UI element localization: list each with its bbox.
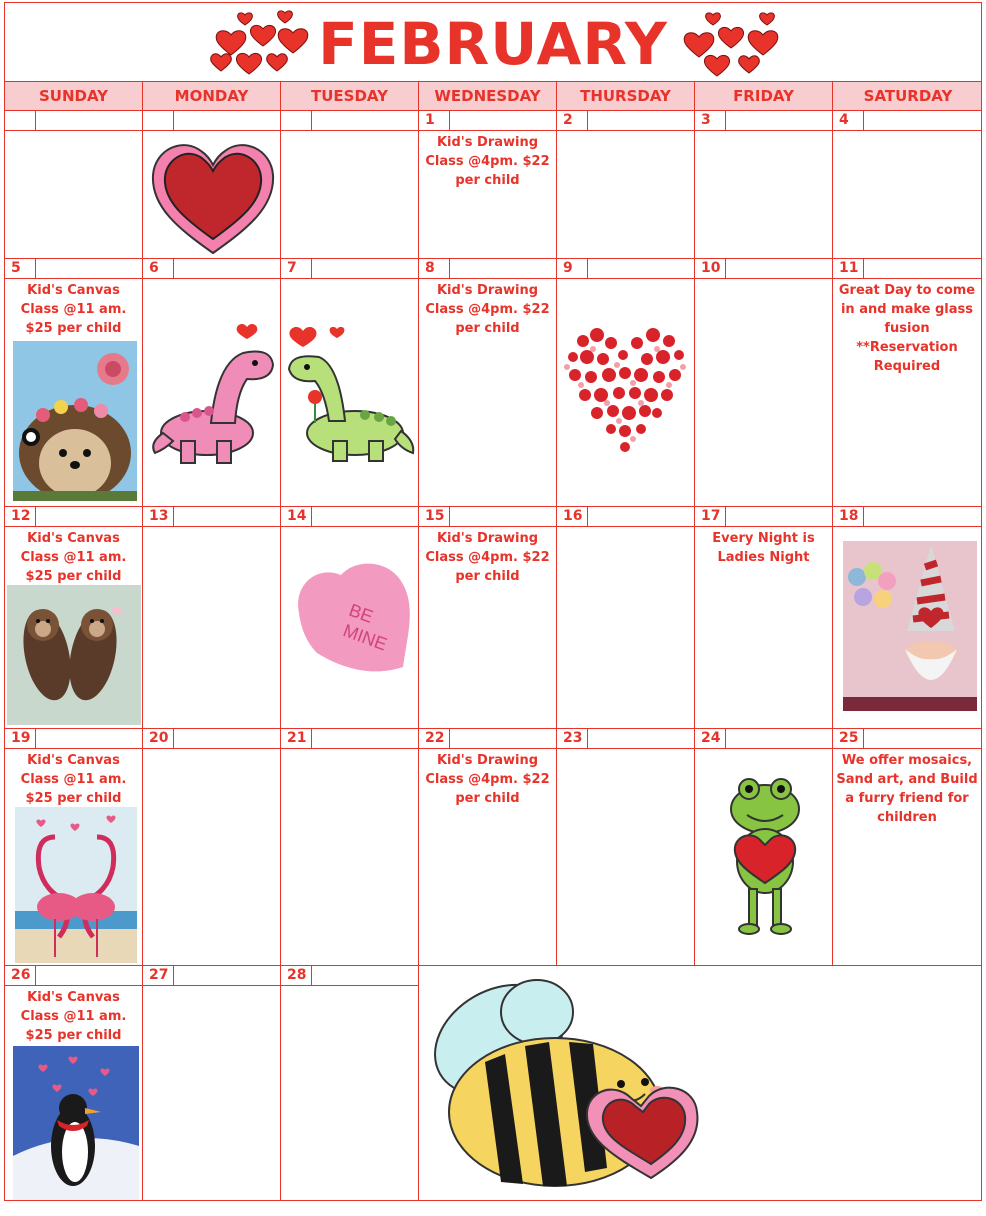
day-number: 6 (149, 260, 159, 276)
day-number: 8 (425, 260, 435, 276)
weekday-tuesday: TUESDAY (281, 82, 419, 110)
weekday-saturday: SATURDAY (863, 87, 953, 105)
day-cell (418, 506, 557, 729)
calendar-grid (4, 110, 982, 1201)
title-band (4, 2, 982, 82)
canvas-class-note: Kid's Canvas Class @11 am. $25 per child (20, 283, 127, 336)
day-cell (556, 506, 695, 729)
weekday-wednesday: WEDNESDAY (419, 82, 557, 110)
drawing-class-note: Kid's Drawing Class @4pm. $22 per child (425, 753, 550, 806)
day-number: 4 (839, 112, 849, 128)
day-cell (832, 506, 982, 729)
penguin-painting-image (13, 1046, 139, 1200)
day-cell (142, 965, 281, 1201)
candy-heart-text-line1: BE (346, 599, 376, 627)
day-number: 17 (701, 508, 721, 524)
day-cell (418, 728, 557, 966)
day-cell (280, 965, 419, 1201)
day-number: 12 (11, 508, 31, 524)
day-cell (4, 728, 143, 966)
day-number: 24 (701, 730, 721, 746)
day-cell (142, 506, 281, 729)
day-cell (832, 110, 982, 259)
bee-illustration-area (418, 965, 982, 1201)
day-cell (694, 110, 833, 259)
day-number: 13 (149, 508, 169, 524)
day-cell (142, 258, 281, 507)
drawing-class-note: Kid's Drawing Class @4pm. $22 per child (425, 283, 550, 336)
day-number: 28 (287, 967, 307, 983)
day-cell (4, 965, 143, 1201)
day-number: 22 (425, 730, 445, 746)
day-number: 20 (149, 730, 169, 746)
day-cell (556, 728, 695, 966)
day-number: 14 (287, 508, 307, 524)
weekday-monday: MONDAY (143, 82, 281, 110)
otters-painting-image (7, 585, 141, 725)
month-title: FEBRUARY (318, 10, 668, 78)
day-number: 26 (11, 967, 31, 983)
hearts-cluster-icon (677, 7, 787, 81)
canvas-class-note: Kid's Canvas Class @11 am. $25 per child (20, 531, 127, 584)
day-cell (418, 258, 557, 507)
day-number: 18 (839, 508, 859, 524)
day-cell (142, 728, 281, 966)
day-cell (418, 110, 557, 259)
candy-heart-text-line2: MINE (340, 620, 390, 655)
weekday-thursday: THURSDAY (557, 82, 695, 110)
flamingos-painting-image (15, 807, 137, 963)
day-cell (832, 728, 982, 966)
drawing-class-note: Kid's Drawing Class @4pm. $22 per child (425, 135, 550, 188)
pink-dinosaur-icon (151, 323, 277, 467)
day-number: 21 (287, 730, 307, 746)
day-number: 19 (11, 730, 31, 746)
bee-with-heart-icon (425, 972, 715, 1194)
weekday-sunday: SUNDAY (5, 82, 143, 110)
ladies-night-note: Every Night is Ladies Night (712, 531, 815, 565)
glass-fusion-note: Great Day to come in and make glass fusion **Reservation Required (838, 283, 976, 374)
scalloped-heart-icon (149, 135, 277, 257)
day-cell (556, 258, 695, 507)
day-cell (694, 728, 833, 966)
mosaics-note: We offer mosaics, Sand art, and Build a furry friend for children (836, 753, 978, 825)
day-number: 7 (287, 260, 297, 276)
day-cell (280, 110, 419, 259)
day-number: 1 (425, 112, 435, 128)
day-cell (4, 258, 143, 507)
candy-heart-icon (289, 557, 417, 687)
gnome-painting-image (843, 541, 977, 711)
day-number: 5 (11, 260, 21, 276)
day-number: 16 (563, 508, 583, 524)
canvas-class-note: Kid's Canvas Class @11 am. $25 per child (20, 990, 127, 1043)
day-cell (694, 258, 833, 507)
day-number: 10 (701, 260, 721, 276)
day-cell (142, 110, 281, 259)
day-number: 11 (839, 260, 859, 276)
day-cell (556, 110, 695, 259)
frog-with-heart-icon (725, 771, 805, 937)
drawing-class-note: Kid's Drawing Class @4pm. $22 per child (425, 531, 550, 584)
dotted-heart-icon (561, 321, 691, 457)
day-cell (280, 506, 419, 729)
hedgehog-painting-image (13, 341, 137, 501)
day-number: 2 (563, 112, 573, 128)
weekday-header-row (4, 81, 982, 111)
day-cell (4, 110, 143, 259)
canvas-class-note: Kid's Canvas Class @11 am. $25 per child (20, 753, 127, 806)
day-cell (280, 258, 419, 507)
weekday-friday: FRIDAY (695, 82, 833, 110)
day-number: 9 (563, 260, 573, 276)
day-cell (280, 728, 419, 966)
day-cell (832, 258, 982, 507)
day-number: 15 (425, 508, 445, 524)
day-number: 3 (701, 112, 711, 128)
day-cell (4, 506, 143, 729)
day-cell (694, 506, 833, 729)
green-dinosaur-icon (285, 317, 417, 467)
day-number: 23 (563, 730, 583, 746)
day-number: 27 (149, 967, 169, 983)
day-number: 25 (839, 730, 859, 746)
